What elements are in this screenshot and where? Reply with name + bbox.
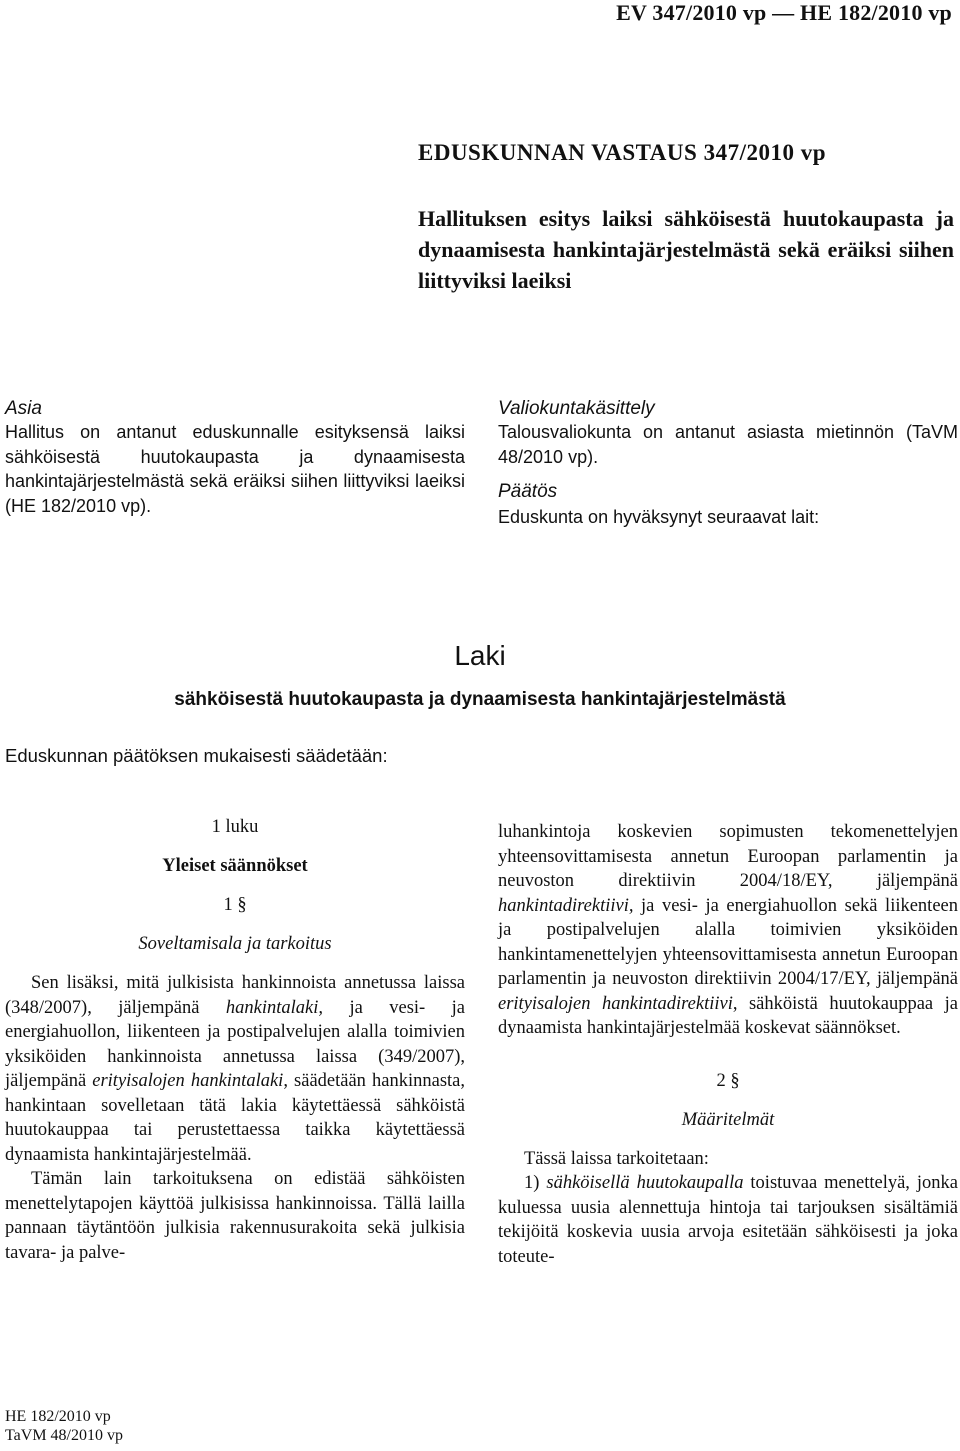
footer-line-2: TaVM 48/2010 vp: [5, 1427, 123, 1444]
committee-section: [498, 398, 958, 530]
footer-line-1: HE 182/2010 vp: [5, 1408, 111, 1425]
section-1-title: Soveltamisala ja tarkoitus: [138, 934, 332, 954]
chapter-number: 1 luku: [211, 817, 259, 837]
decision-text: Eduskunta on hyväksynyt seuraavat lait:: [498, 507, 820, 527]
committee-text: Talousvaliokunta on antanut asiasta mietinnön (TaVM 48/2010 vp).: [498, 422, 958, 467]
section-1-number: 1 §: [223, 895, 247, 915]
decision-heading: Päätös: [498, 481, 558, 502]
asia-text: Hallitus on antanut eduskunnalle esityksensä laiksi sähköisestä huutokaupasta ja dynaamisesta hankintajärjestelmästä sekä eräiksi siihen liittyviksi laeiksi (HE 182/2010 vp).: [5, 422, 465, 516]
document-subtitle: Hallituksen esitys laiksi sähköisestä huutokaupasta ja dynaamisesta hankintajärjestelmästä sekä eräiksi siihen liittyviksi laeiksi: [418, 206, 954, 293]
footer-references: [5, 1407, 123, 1445]
document-title: EDUSKUNNAN VASTAUS 347/2010 vp: [418, 140, 826, 165]
section-1-paragraph-2: Tämän lain tarkoituksena on edistää sähköisten menettelytapojen käyttöä julkisissa hankinnoissa. Tällä lailla pannaan täytäntöön julkisia rakennusurakoita sekä julkisia tavara- ja palve-: [5, 1169, 465, 1263]
section-2-intro: Tässä laissa tarkoitetaan:: [524, 1148, 709, 1169]
section-2-item-1: 1) sähköisellä huutokaupalla toistuvaa menettelyä, jonka kuluessa uusia alennettuja hintoja tai tarjouksen sisältämiä tekijöitä koskevia uusia arvoja esitetään sähköisesti ja joka toteute-: [498, 1173, 958, 1267]
section-2-number: 2 §: [716, 1070, 740, 1091]
law-title: Laki: [454, 640, 506, 671]
section-2-title: Määritelmät: [681, 1109, 775, 1130]
law-left-column: [5, 817, 465, 1265]
law-subtitle: sähköisestä huutokaupasta ja dynaamisesta hankintajärjestelmästä: [174, 689, 786, 710]
enacting-clause: Eduskunnan päätöksen mukaisesti säädetään:: [5, 745, 388, 766]
asia-heading: Asia: [5, 398, 42, 419]
section-1-paragraph-2-continued: luhankintoja koskevien sopimusten tekomenettelyjen yhteensovittamisesta annetun Euroopan parlamentin ja neuvoston direktiivin 2004/18/EY, jäljempänä hankintadirektiivi, ja vesi- ja energiahuollon sekä liikenteen ja postipalvelujen alalla toimivien yksiköiden hankintamenettelyjen yhteensovittamisesta annetun Euroopan parlamentin ja neuvoston direktiivin 2004/17/EY, jäljempänä erityisalojen hankintadirektiivi, sähköistä huutokauppaa ja dynaamista hankintajärjestelmää koskevat säännökset.: [498, 822, 958, 1038]
section-1-paragraph-1: Sen lisäksi, mitä julkisista hankinnoista annetussa laissa (348/2007), jäljempänä hankintalaki, ja vesi- ja energiahuollon, liikenteen ja postipalvelujen alalla toimivien yksiköiden hankinnoista annetussa laissa (349/2007), jäljempänä erityisalojen hankintalaki, säädetään hankinnasta, hankintaan sovelletaan tätä lakia käytettäessä sähköistä huutokauppaa tai perustettaessa taikka käytettäessä dynaamista hankintajärjestelmää.: [5, 973, 466, 1165]
committee-heading: Valiokuntakäsittely: [498, 398, 655, 419]
asia-section: [5, 398, 465, 518]
chapter-title: Yleiset säännökset: [162, 856, 308, 876]
law-right-column: [498, 820, 958, 1269]
running-header: EV 347/2010 vp — HE 182/2010 vp: [616, 0, 952, 25]
